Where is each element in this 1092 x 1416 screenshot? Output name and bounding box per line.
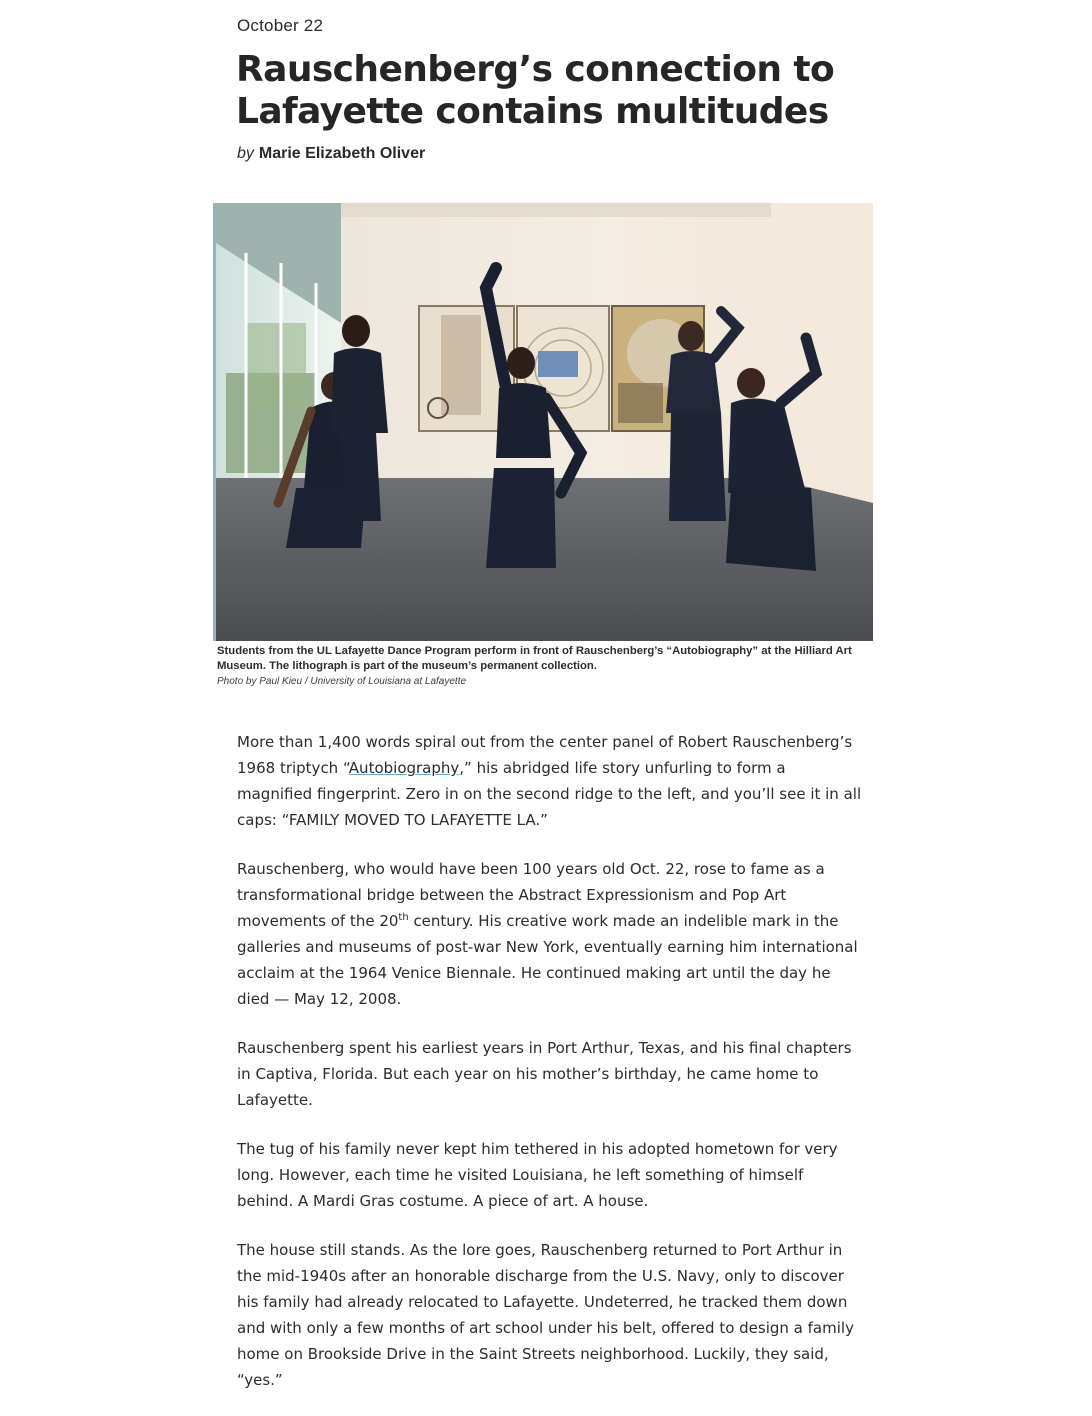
article-date: October 22 [237,16,324,35]
paragraph-5: The house still stands. As the lore goes, Rauschenberg returned to Port Arthur in the mid-1940s after an honorable discharge from the U.S. Navy, only to discover his family had already relocated to Lafayette. Undeterred, he tracked them down and with only a few months of art school under his belt, offered to design a family home on Brookside Drive in the Saint Streets neighborhood. Luckily, they said, “yes.” [237,1241,854,1389]
byline [237,145,425,163]
autobiography-link[interactable]: Autobiography [348,759,460,777]
paragraph-4: The tug of his family never kept him tethered in his adopted hometown for very long. However, each time he visited Louisiana, he left something of himself behind. A Mardi Gras costume. A piece of art. A house. [237,1140,838,1210]
author-link[interactable]: Marie Elizabeth Oliver [258,145,426,162]
dancers-in-gallery-photo [216,203,873,641]
photo-caption: Students from the UL Lafayette Dance Program perform in front of Rauschenberg’s “Autobiography” at the Hilliard Art Museum. The lithograph is part of the museum’s permanent collection. [217,645,852,672]
paragraph-1-end: ,” his abridged life story unfurling to form a magnified fingerprint. Zero in on the second ridge to the left, and you’ll see it in all caps: “FAMILY MOVED TO LAFAYETTE LA.” [237,759,862,829]
paragraph-1 [237,729,862,833]
paragraph-1-start: More than 1,400 words spiral out from the center panel of Robert Rauschenberg’s 1968 triptych “ [237,733,853,777]
ordinal-suffix: th [398,912,409,923]
article-headline: Rauschenberg’s connection to Lafayette contains multitudes [236,49,835,132]
hero-photo [213,203,873,641]
paragraph-3: Rauschenberg spent his earliest years in Port Arthur, Texas, and his final chapters in Captiva, Florida. But each year on his mother’s birthday, he came home to Lafayette. [237,1039,852,1109]
paragraph-2-end: century. His creative work made an indelible mark in the galleries and museums of post-war New York, eventually earning him international acclaim at the 1964 Venice Biennale. He continued making art until the day he died — May 12, 2008. [237,912,858,1008]
photo-credit: Photo by Paul Kieu / University of Louisiana at Lafayette [217,676,467,687]
article-body [237,729,862,1416]
paragraph-2 [237,856,862,1012]
byline-prefix: by [237,145,254,162]
paragraph-2-start: Rauschenberg, who would have been 100 years old Oct. 22, rose to fame as a transformational bridge between the Abstract Expressionism and Pop Art movements of the 20 [237,860,825,930]
